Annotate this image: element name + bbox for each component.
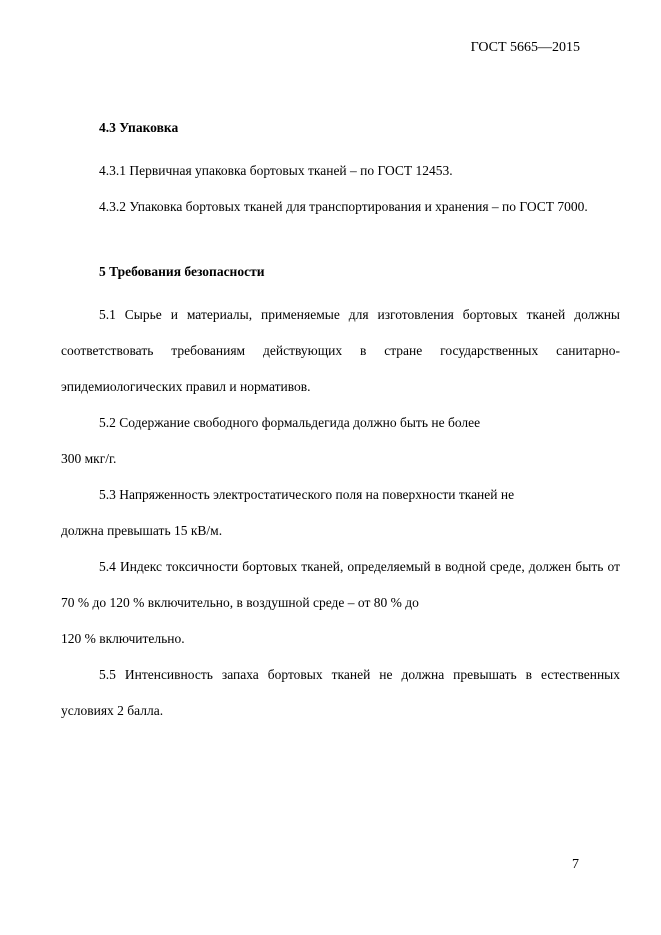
- paragraph-5-1: 5.1 Сырье и материалы, применяемые для изготовления бортовых тканей должны соответствовать требованиям действующих в стране государственных санитарно-эпидемиологических правил и нормативов.: [61, 307, 620, 394]
- section-title-packaging: 4.3 Упаковка: [99, 120, 179, 135]
- paragraph-5-3-line-1: 5.3 Напряженность электростатического поля на поверхности тканей не: [99, 487, 515, 502]
- paragraph-5-2: [61, 405, 620, 477]
- paragraph-5-4-tail: 120 % включительно.: [61, 631, 185, 646]
- section-title-safety: 5 Требования безопасности: [99, 264, 265, 279]
- paragraph-5-2-line-1: 5.2 Содержание свободного формальдегида должно быть не более: [99, 415, 481, 430]
- paragraph-4-3-2: 4.3.2 Упаковка бортовых тканей для транспортирования и хранения – по ГОСТ 7000.: [99, 199, 588, 214]
- paragraph-5-3-line-2: должна превышать 15 кВ/м.: [61, 523, 223, 538]
- paragraph-5-4-main: 5.4 Индекс токсичности бортовых тканей, определяемый в водной среде, должен быть от 70 % до 120 % включительно, в воздушной среде – от 80 % до: [61, 559, 620, 610]
- paragraph-5-5: 5.5 Интенсивность запаха бортовых тканей не должна превышать в естественных условиях 2 балла.: [61, 667, 620, 718]
- paragraph-4-3-1: 4.3.1 Первичная упаковка бортовых тканей – по ГОСТ 12453.: [99, 163, 453, 178]
- paragraph-5-4: [61, 549, 620, 657]
- document-code-header: ГОСТ 5665—2015: [470, 40, 580, 55]
- page-number: 7: [572, 857, 579, 872]
- document-body: [61, 117, 620, 729]
- paragraph-5-3: [61, 477, 620, 549]
- paragraph-5-2-line-2: 300 мкг/г.: [61, 451, 117, 466]
